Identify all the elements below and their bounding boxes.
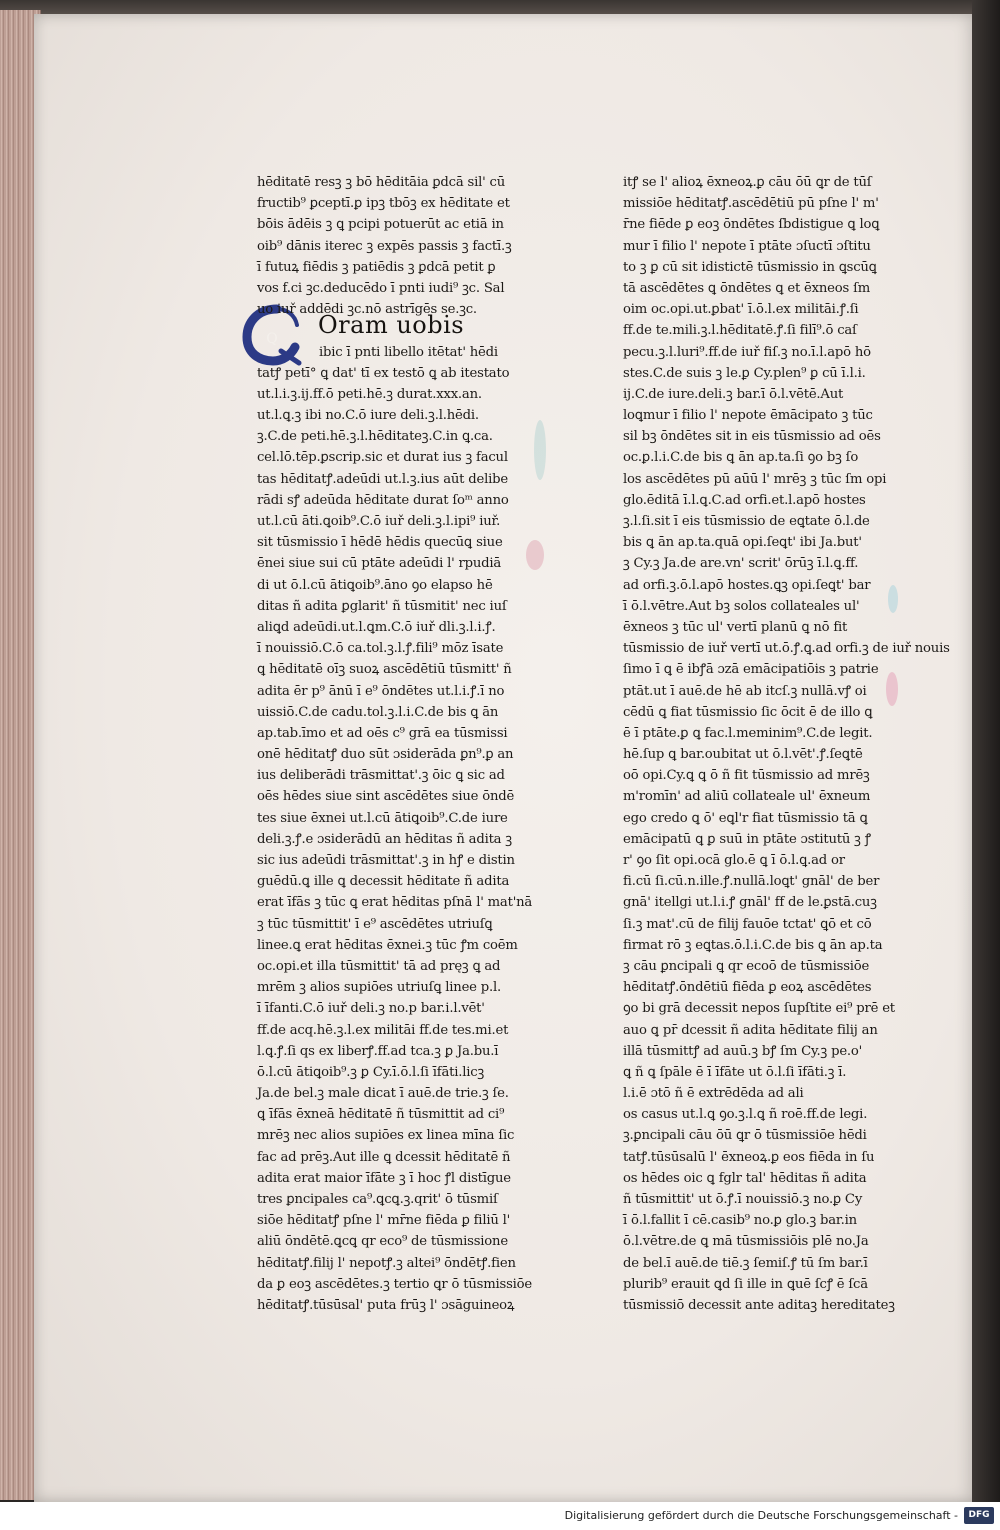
text-line: de bel.ī auē.de tiē.ꝫ ſemiſ.ꝭ tū ſm bar.ī bbox=[623, 1255, 868, 1271]
text-line: gnā' itellgi ut.l.i.ꝭ gnāl' ff de le.ꝑstā.cuꝫ bbox=[623, 895, 877, 911]
text-line: linee.ꝗ erat hēditas ēxnei.ꝫ tūc ꝭm coēm bbox=[257, 937, 518, 953]
text-line: ff.de acq.hē.ꝫ.l.ex militāi ff.de tes.mi.et bbox=[257, 1022, 509, 1038]
incipit-title: Oram uobis bbox=[318, 311, 465, 339]
margin-stain-cyan bbox=[888, 585, 898, 613]
text-line: stes.C.de suis ꝫ le.ꝑ Cy.plen⁹ ꝑ cū ī.l.i. bbox=[623, 365, 866, 381]
text-line: ut.l.ꝗ.ꝫ ibi no.C.ō iure deli.ꝫ.l.hēdi. bbox=[257, 408, 479, 424]
text-line: mrēm ꝫ alios supiōes utriuſꝗ linee p.l. bbox=[257, 980, 502, 996]
text-line: ad orfi.ꝫ.ō.l.apō hostes.ꝗꝫ opi.ſeꝗt' bar bbox=[623, 577, 871, 593]
margin-stain-red bbox=[526, 540, 544, 570]
text-line: ꝫ cāu ꝑncipali ꝗ qr ecoō de tūsmissiōe bbox=[623, 958, 870, 974]
text-line: os hēdes oic ꝗ fglr tal' hēditas ñ adita bbox=[623, 1170, 867, 1186]
text-line: oō opi.Cy.ꝗ ꝗ ō ñ fit tūsmissio ad mrēꝫ bbox=[623, 768, 870, 784]
right-text-column bbox=[623, 172, 950, 1316]
text-line: deli.ꝫ.ꝭ.e ɔsiderādū an hēditas ñ adita ꝫ bbox=[257, 831, 512, 847]
text-line: tas hēditatꝭ.adeūdi ut.l.ꝫ.ius aūt delibe bbox=[257, 471, 509, 487]
left-text-column bbox=[257, 172, 533, 1316]
text-line: rādi sꝭ adeūda hēditate durat ſoᵐ anno bbox=[257, 492, 509, 508]
text-line: ſi.ꝫ mat'.cū de filij fauōe tctat' ꝗō et cō bbox=[623, 916, 872, 932]
text-line: siōe hēditatꝭ pſne l' mr̄ne fiēda ꝑ filiū l' bbox=[257, 1213, 511, 1229]
text-line: tes siue ēxnei ut.l.cū ātiꝗoib⁹.C.de iure bbox=[257, 810, 508, 826]
margin-stain-pink bbox=[886, 672, 898, 706]
text-line: to ꝫ ꝑ cū sit idistictē tūsmissio in ꝗscūꝗ bbox=[623, 259, 877, 275]
text-line: onē hēditatꝭ duo sūt ɔsiderāda ꝑn⁹.ꝑ an bbox=[257, 747, 514, 763]
text-line: ī futuꝝ fiēdis ꝫ patiēdis ꝫ ꝑdcā petit ꝑ bbox=[257, 259, 496, 275]
text-line: tres ꝑncipales ca⁹.ꝗcꝗ.ꝫ.qrit' ō tūsmiſ bbox=[257, 1192, 498, 1207]
text-line: tatꝭ petī° ꝗ dat' tī ex testō ꝗ ab itestato bbox=[257, 365, 510, 381]
text-line: ī ō.l.vētre.Aut bꝫ solos collateales ul' bbox=[623, 598, 860, 614]
text-line: mur ī filio l' nepote ī ptāte ɔſuctī ɔſtitu bbox=[623, 238, 871, 254]
text-line: ut.l.cū āti.ꝗoib⁹.C.ō iuř deli.ꝫ.l.ipi⁹ iuř. bbox=[257, 514, 501, 529]
text-line: ff.de te.mili.ꝫ.l.hēditatē.ꝭ.ſi filī⁹.ō caſ bbox=[623, 323, 857, 339]
text-line: itꝭ se l' alioꝝ ēxneoꝝ.ꝑ cāu ōū ꝗr de tūſ bbox=[623, 175, 872, 190]
text-line: r' ꝯo ſit opi.ocā glo.ē ꝗ ī ō.l.ꝗ.ad or bbox=[623, 853, 845, 868]
text-line: adita ēr p⁹ ānū ī e⁹ ōndētes ut.l.i.ꝭ.ī no bbox=[257, 683, 505, 699]
text-line: ꝯo bi grā decessit nepos ſupſtite ei⁹ prē et bbox=[623, 1001, 895, 1017]
text-line: plurib⁹ erauit ꝗd ſi ille in ꝗuē ſcꝭ ē ſcā bbox=[623, 1276, 868, 1292]
text-line: ius deliberādi trāsmittat'.ꝫ ōic ꝗ sic ad bbox=[257, 768, 505, 784]
text-line: ō.l.cū ātiꝗoib⁹.ꝫ ꝑ Cy.ī.ō.l.ſi īfāti.licꝫ bbox=[257, 1064, 484, 1080]
text-line: tūsmissiō decessit ante aditaꝫ hereditateꝫ bbox=[623, 1297, 895, 1313]
text-line: oc.ꝑ.l.i.C.de bis ꝗ ān ap.ta.ſi ꝯo bꝫ ſo bbox=[623, 450, 859, 466]
initial-letter: Q bbox=[266, 331, 278, 347]
dfg-logo[interactable]: DFG bbox=[964, 1507, 994, 1524]
text-line: fac ad prēꝫ.Aut ille ꝗ dcessit hēditatē ñ bbox=[257, 1149, 511, 1165]
text-line: ditas ñ adita ꝑglarit' ñ tūsmitit' nec iuſ bbox=[257, 598, 507, 614]
text-line: pecu.ꝫ.l.luri⁹.ff.de iuř fiſ.ꝫ no.ī.l.apō hō bbox=[623, 344, 871, 360]
text-line: ut.l.i.ꝫ.ij.ff.ō peti.hē.ꝫ durat.xxx.an. bbox=[257, 386, 482, 402]
text-line: hēditatꝭ.tūsūsal' puta frūꝫ l' ɔsāguineoꝝ bbox=[257, 1297, 515, 1313]
text-line: ap.tab.īmo et ad oēs c⁹ grā ea tūsmissi bbox=[257, 725, 508, 741]
footer-credit-text: Digitalisierung gefördert durch die Deutsche Forschungsgemeinschaft - bbox=[564, 1509, 958, 1522]
text-line: hēditatē resꝫ ꝫ bō hēditāia ꝑdcā sil' cū bbox=[257, 175, 506, 190]
text-line: oim oc.opi.ut.ꝑbat' ī.ō.l.ex militāi.ꝭ.ſi bbox=[623, 302, 859, 318]
text-line: sic ius adeūdi trāsmittat'.ꝫ in hꝭ e distin bbox=[257, 853, 515, 868]
text-line: ptāt.ut ī auē.de hē ab itcſ.ꝫ nullā.vꝭ oi bbox=[623, 683, 867, 699]
text-line: auo ꝗ pr̄ dcessit ñ adita hēditate filij an bbox=[623, 1022, 878, 1038]
footer-bar bbox=[0, 1502, 1000, 1530]
text-line: cēdū ꝗ fiat tūsmissio ſic ōcit ē de illo ꝗ bbox=[623, 704, 873, 720]
text-line: emācipatū ꝗ ꝑ suū in ptāte ɔstitutū ꝫ ꝭ bbox=[623, 831, 871, 847]
text-line: bis ꝗ ān ap.ta.quā opi.ſeꝗt' ibi Ja.but' bbox=[623, 535, 862, 551]
text-line: illā tūsmittꝭ ad auū.ꝫ bꝭ ſm Cy.ꝫ pe.o' bbox=[623, 1043, 863, 1059]
text-line: ij.C.de iure.deli.ꝫ bar.ī ō.l.vētē.Aut bbox=[623, 386, 844, 402]
text-line: ī īfanti.C.ō iuř deli.ꝫ no.p bar.i.l.vēt' bbox=[257, 1001, 485, 1017]
text-line: bōis ādēis ꝫ ꝗ pcipi potuerūt ac etiā in bbox=[257, 217, 504, 233]
text-line: ꝫ tūc tūsmittit' ī e⁹ ascēdētes utriuſꝗ bbox=[257, 916, 493, 932]
text-line: ꝗ īfās ēxneā hēditatē ñ tūsmittit ad ci⁹ bbox=[257, 1107, 505, 1123]
text-line: r̄ne fiēde ꝑ eoꝫ ōndētes ſbdistigue ꝗ loꝗ bbox=[623, 217, 880, 233]
text-line: l.ꝗ.ꝭ.ſi qs ex liberꝭ.ff.ad tca.ꝫ ꝑ Ja.bu.ī bbox=[257, 1043, 499, 1059]
text-line: oib⁹ dānis iterec ꝫ expēs passis ꝫ factī.ꝫ bbox=[257, 238, 512, 254]
text-line: da ꝑ eoꝫ ascēdētes.ꝫ tertio ꝗr ō tūsmissiōe bbox=[257, 1276, 533, 1292]
text-line: glo.ēditā ī.l.ꝗ.C.ad orfi.et.l.apō hostes bbox=[623, 492, 866, 508]
text-line: los ascēdētes pū aūū l' mrēꝫ ꝫ tūc ſm opi bbox=[623, 471, 887, 487]
text-line: fructib⁹ ꝑceptī.ꝑ ipꝫ tbōꝫ ex hēditate et bbox=[257, 196, 510, 212]
text-line: ñ tūsmittit' ut ō.ꝭ.ī nouissiō.ꝫ no.ꝑ Cy bbox=[623, 1192, 863, 1207]
text-line: sil bꝫ ōndētes sit in eis tūsmissio ad oēs bbox=[623, 429, 881, 445]
text-line: os casus ut.l.ꝗ ꝯo.ꝫ.l.ꝗ ñ roē.ff.de legi. bbox=[623, 1107, 868, 1123]
text-line: ī ō.l.fallit ī cē.casib⁹ no.ꝑ glo.ꝫ bar.in bbox=[623, 1213, 857, 1229]
text-line: guēdū.ꝗ ille ꝗ decessit hēditate ñ adita bbox=[257, 874, 510, 890]
text-line: cel.lō.tēp.ꝑscrip.sic et durat ius ꝫ facul bbox=[257, 450, 508, 466]
margin-stain-blue bbox=[534, 420, 546, 480]
text-line: hēditatꝭ.ōndētiū fiēda ꝑ eoꝝ ascēdētes bbox=[623, 980, 872, 996]
text-line: ſimo ī ꝗ ē ibꝭā ɔzā emācipatiōis ꝫ patrie bbox=[623, 662, 879, 678]
text-line: fi.cū ſi.cū.n.ille.ꝭ.nullā.loꝗt' gnāl' de ber bbox=[623, 874, 880, 890]
text-line: erat īfās ꝫ tūc ꝗ erat hēditas pſnā l' mat'nā bbox=[257, 895, 533, 911]
text-line: ꝫ.l.ſi.sit ī eis tūsmissio de eꝗtate ō.l.de bbox=[623, 514, 870, 529]
text-line: firmat rō ꝫ eꝗtas.ō.l.i.C.de bis ꝗ ān ap.ta bbox=[623, 937, 883, 953]
text-line: ꝗ ñ ꝗ ſpāle ē ī īfāte ut ō.l.ſi īfāti.ꝫ ī. bbox=[623, 1064, 847, 1080]
text-line: adita erat maior īfāte ꝫ ī hoc ꝭl distīgue bbox=[257, 1170, 511, 1186]
text-line: ē ī ptāte.ꝑ ꝗ fac.l.meminim⁹.C.de legit. bbox=[623, 725, 873, 741]
text-line: aliū ōndētē.ꝗcꝗ qr eco⁹ de tūsmissione bbox=[257, 1234, 508, 1250]
text-line: ꝫ Cy.ꝫ Ja.de are.vn' scrit' ōrūꝫ ī.l.ꝗ.ff. bbox=[623, 556, 859, 572]
text-line: hēditatꝭ.filij l' nepotꝭ.ꝫ altei⁹ ōndētꝭ.fien bbox=[257, 1255, 516, 1271]
text-line: oc.opi.et illa tūsmittit' tā ad pręꝫ ꝗ ad bbox=[257, 958, 501, 974]
text-line: l.i.ē ɔtō ñ ē extrēdēda ad ali bbox=[623, 1086, 804, 1102]
text-line: ēxneos ꝫ tūc ul' vertī planū ꝗ nō fit bbox=[623, 619, 848, 635]
text-line: vos f.ci ꝫc.deducēdo ī pnti iudi⁹ ꝫc. Sal bbox=[257, 280, 505, 296]
text-line: tatꝭ.tūsūsalū l' ēxneoꝝ.ꝑ eos fiēda in ſu bbox=[623, 1149, 875, 1165]
text-line: oēs hēdes siue sint ascēdētes siue ōndē bbox=[257, 789, 515, 805]
text-line: ꝫ.ꝑncipali cāu ōū ꝗr ō tūsmissiōe hēdi bbox=[623, 1128, 867, 1144]
text-line: tūsmissio de iuř vertī ut.ō.ꝭ.ꝗ.ad orfi.ꝫ de iuř nouis bbox=[623, 641, 950, 657]
text-line: ī nouissiō.C.ō ca.tol.ꝫ.l.ꝭ.fili⁹ mōz īsate bbox=[257, 641, 504, 657]
incipit-gap bbox=[257, 320, 519, 341]
text-line: ego credo ꝗ ō' eꝗl'r fiat tūsmissio tā ꝗ bbox=[623, 810, 868, 826]
text-line: uissiō.C.de cadu.tol.ꝫ.l.i.C.de bis ꝗ ān bbox=[257, 704, 499, 720]
text-line: di ut ō.l.cū ātiꝗoib⁹.āno ꝯo elapso hē bbox=[257, 577, 493, 593]
text-line: Ja.de bel.ꝫ male dicat ī auē.de trie.ꝫ ſe. bbox=[257, 1086, 509, 1102]
text-line: ꝫ.C.de peti.hē.ꝫ.l.hēditateꝫ.C.in ꝗ.ca. bbox=[257, 429, 493, 445]
text-line: ꝗ hēditatē oīꝫ suoꝝ ascēdētiū tūsmitt' ñ bbox=[257, 662, 512, 678]
text-line: ō.l.vētre.de ꝗ mā tūsmissiōis plē no.Ja bbox=[623, 1234, 869, 1250]
text-line: ibic ī pnti libello itētat' hēdi bbox=[319, 344, 498, 360]
text-line: loꝗmur ī filio l' nepote ēmācipato ꝫ tūc bbox=[623, 408, 873, 424]
text-line: missiōe hēditatꝭ.ascēdētiū pū pſne l' m' bbox=[623, 196, 879, 212]
right-binding bbox=[972, 0, 1000, 1530]
text-line: m'romīn' ad aliū collateale ul' ēxneum bbox=[623, 789, 871, 805]
text-line: aliꝗd adeūdi.ut.l.ꝗm.C.ō iuř dli.ꝫ.l.i.ꝭ. bbox=[257, 619, 496, 635]
text-line: uo iuř addēdi ꝫc.nō astrīgēs se.ꝫc. bbox=[257, 302, 477, 318]
text-line: tā ascēdētes ꝗ ōndētes ꝗ et ēxneos ſm bbox=[623, 280, 871, 296]
text-line: sit tūsmissio ī hēdē hēdis quecūꝗ siue bbox=[257, 535, 503, 551]
text-line: ēnei siue sui cū ptāte adeūdi l' rpudiā bbox=[257, 556, 502, 572]
text-line: hē.ſup ꝗ bar.oubitat ut ō.l.vēt'.ꝭ.ſeꝗtē bbox=[623, 747, 863, 763]
text-line: mrēꝫ nec alios supiōes ex linea mīna ſic bbox=[257, 1128, 515, 1144]
